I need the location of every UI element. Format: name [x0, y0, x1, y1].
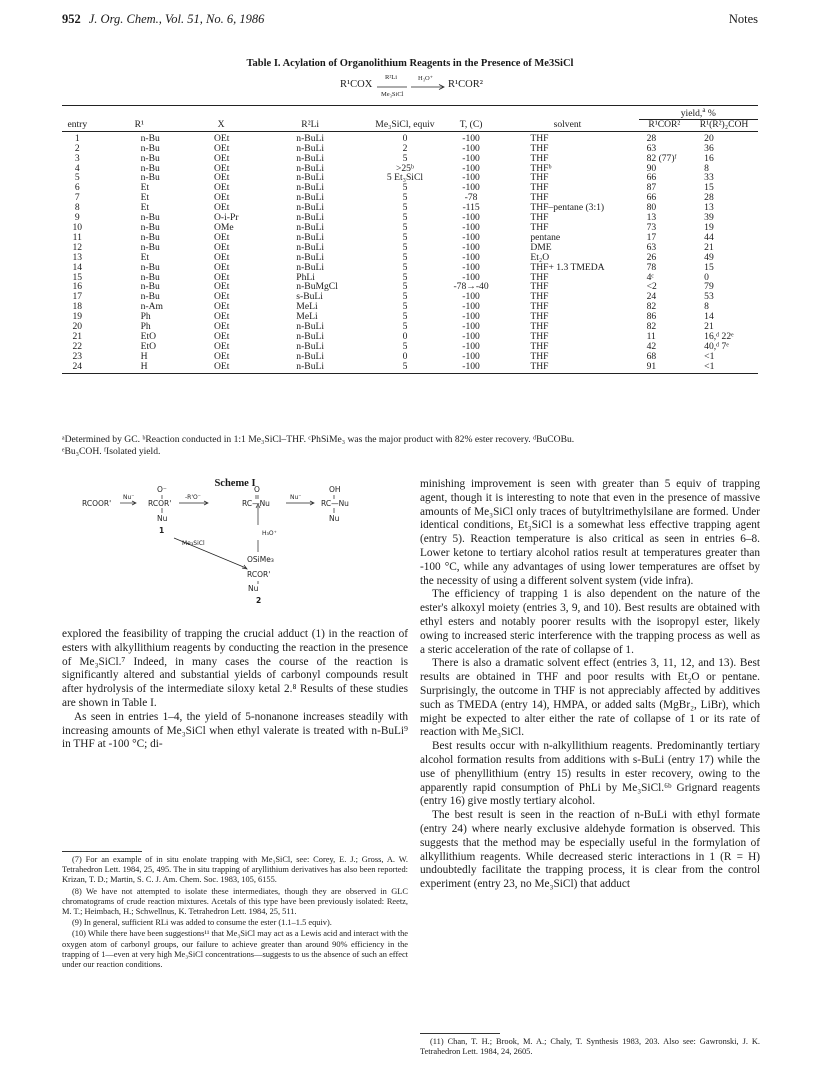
scheme-rcoor: RCOOR' — [82, 499, 112, 508]
table-cell: n-BuLi — [296, 172, 325, 184]
table-cell: 2 — [402, 142, 408, 154]
table-cell: -100 — [462, 231, 480, 243]
table-cell: H — [140, 350, 148, 362]
table-cell: n-Bu — [140, 132, 160, 144]
table-cell: 90 — [646, 162, 657, 174]
footnotes-left — [62, 855, 408, 971]
table-cell: PhLi — [296, 271, 315, 283]
table-cell: 10 — [72, 221, 83, 233]
table-cell: THF — [530, 212, 549, 224]
compound-2-label: 2 — [256, 596, 262, 605]
scheme-1 — [62, 478, 408, 605]
journal-citation: J. Org. Chem., Vol. 51, No. 6, 1986 — [88, 12, 265, 26]
table-cell: 12 — [72, 241, 83, 253]
scheme-drawing — [62, 478, 408, 584]
workup-reagent: H₃O⁺ — [418, 75, 434, 82]
table-cell: OEt — [213, 281, 230, 293]
table-cell: -100 — [462, 340, 480, 352]
table-cell: -100 — [462, 321, 480, 333]
table-cell: -100 — [462, 291, 480, 303]
table-cell: n-BuLi — [296, 182, 325, 194]
table-cell: 5 — [402, 241, 408, 253]
table-cell: Ph — [140, 311, 151, 323]
product: R¹COR² — [448, 79, 483, 90]
table-cell: 49 — [704, 251, 714, 263]
table-cell: OEt — [213, 172, 230, 184]
table-cell: n-BuLi — [296, 142, 325, 154]
table-cell: -100 — [462, 301, 480, 313]
table-cell: Et₂O — [530, 251, 550, 263]
table-cell: 5 — [74, 172, 80, 184]
table-cell: 0 — [704, 271, 709, 283]
table-cell: THF+ 1.3 TMEDA — [530, 261, 605, 273]
reaction-equation — [0, 74, 820, 104]
table-cell: 8 — [704, 301, 709, 313]
table-cell: THF — [530, 271, 549, 283]
col-me3sicl: Me₃SiCl, equiv — [364, 119, 446, 131]
table-cell: 5 — [402, 261, 408, 273]
table-cell: -78 — [464, 192, 478, 204]
table-cell: -100 — [462, 142, 480, 154]
table-cell: 53 — [704, 291, 714, 303]
scheme-o-minus: O⁻ — [157, 485, 167, 494]
footnote-11: (11) Chan, T. H.; Brook, M. A.; Chaly, T. Synthesis 1983, 203. Also see: Gawronski, J. K. Tetrahedron Lett. 1984, 24, 2605. — [420, 1037, 760, 1057]
table-cell: 8 — [704, 162, 709, 174]
table-cell: -100 — [462, 311, 480, 323]
table-cell: 8 — [74, 202, 80, 214]
table-cell: THF — [530, 340, 549, 352]
table-cell: 3 — [74, 152, 80, 164]
table-cell: 4 — [74, 162, 80, 174]
data-table — [62, 105, 758, 374]
table-footnote-line1: ᵃDetermined by GC. ᵇReaction conducted in 1:1 Me₃SiCl–THF. ᶜPhSiMe₃ was the major product with 82% ester recovery. ᵈBuCOBu. — [62, 434, 575, 445]
table-cell: -100 — [462, 172, 480, 184]
table-cell: OEt — [213, 162, 230, 174]
table-cell: 5 — [402, 291, 408, 303]
table-cell: 40,ᵈ 7ᵉ — [704, 340, 729, 352]
table-cell: n-BuLi — [296, 221, 325, 233]
table-cell: 78 — [646, 261, 657, 273]
table-cell: -100 — [462, 182, 480, 194]
table-cell: THF — [530, 142, 549, 154]
table-title: Table I. Acylation of Organolithium Reagents in the Presence of Me3SiCl — [246, 58, 574, 69]
table-cell: 33 — [704, 172, 714, 184]
scheme-nu3: Nu — [329, 514, 340, 523]
compound-1-label: 1 — [159, 526, 165, 535]
table-cell: THF — [530, 281, 549, 293]
scheme-nu1: Nu — [157, 514, 168, 523]
table-row — [62, 263, 758, 273]
header-left — [62, 12, 264, 27]
table-cell: Et — [140, 192, 150, 204]
table-cell: O-i-Pr — [213, 212, 239, 224]
table-cell: 6 — [74, 182, 80, 194]
table-cell: THF — [530, 321, 549, 333]
table-cell: 91 — [639, 362, 691, 373]
table-cell: n-Bu — [140, 212, 160, 224]
column-headers — [62, 119, 758, 131]
table-cell: n-Bu — [140, 291, 160, 303]
table-cell: THF — [530, 330, 549, 342]
col-ketone: R¹COR² — [639, 119, 691, 131]
table-cell: OEt — [213, 330, 230, 342]
right-paragraph-1: minishing improvement is seen with greater than 5 equiv of trapping agent, though it is interesting to note that even in the presence of massive amounts of Me₃SiCl only traces of butyltrimethylsilane are formed. Under identical conditions, Et₃SiCl is a somewhat less effective trapping agent (entry 5). Reaction temperature is also critical as seen in entries 6–8. Lower ketone to tertiary alcohol ratios result at temperatures greater than -100 °C, while any advantages of using lower temperatures are offset by the necessity of using a different solvent system (vide infra). — [420, 478, 760, 587]
table-cell: OEt — [213, 202, 230, 214]
table-cell: n-BuLi — [296, 231, 325, 243]
col-temp: T, (C) — [446, 119, 497, 131]
table-cell: OEt — [213, 340, 230, 352]
section-name: Notes — [728, 12, 758, 26]
table-cell: THF–pentane (3:1) — [530, 202, 605, 214]
table-cell: n-BuLi — [296, 251, 325, 263]
table-body — [62, 131, 758, 373]
col-entry: entry — [62, 119, 93, 131]
scheme-nu4: Nu — [248, 584, 259, 593]
table-cell: n-BuLi — [296, 202, 325, 214]
table-cell: n-Bu — [140, 162, 160, 174]
table-cell: H — [93, 362, 186, 373]
table-cell: EtO — [140, 330, 157, 342]
table-cell: OEt — [213, 231, 230, 243]
table-cell: n-Am — [140, 301, 163, 313]
table-cell: -100 — [462, 261, 480, 273]
footnote-9: (9) In general, sufficient RLi was added to consume the ester (1.1–1.5 equiv). — [72, 918, 332, 928]
table-cell: 5 — [364, 362, 446, 373]
table-cell: n-BuLi — [296, 350, 325, 362]
table-cell: 24 — [646, 291, 657, 303]
table-cell: 19 — [704, 221, 714, 233]
table-cell: 17 — [646, 231, 657, 243]
table-cell: -100 — [462, 330, 480, 342]
table-cell: 63 — [646, 241, 657, 253]
table-cell: 5 Et₃SiCl — [386, 172, 424, 184]
scheme-rcor2: RCOR' — [247, 570, 271, 579]
table-cell: n-Bu — [140, 261, 160, 273]
table-cell: 21 — [72, 330, 83, 342]
scheme-oh: OH — [329, 485, 341, 494]
table-cell: 5 — [402, 231, 408, 243]
table-cell: -100 — [462, 132, 480, 144]
table-cell: -100 — [462, 251, 480, 263]
table-cell: 1 — [74, 132, 80, 144]
table-cell: 5 — [402, 192, 408, 204]
yield-header: yield,$^a$ % — [639, 106, 758, 120]
table-cell: THF — [530, 182, 549, 194]
table-cell: Et — [140, 202, 150, 214]
table-cell: OEt — [213, 291, 230, 303]
col-r2li: R²Li — [256, 119, 364, 131]
reagent-below: Me₃SiCl — [381, 91, 404, 98]
table-cell: 80 — [646, 202, 657, 214]
table-cell: MeLi — [296, 311, 318, 323]
table-cell: 68 — [646, 350, 657, 362]
col-x: X — [186, 119, 256, 131]
table-cell: Ph — [140, 321, 151, 333]
footnote-rule-left — [62, 851, 142, 852]
table-cell: n-Bu — [140, 281, 160, 293]
left-paragraph-2: As seen in entries 1–4, the yield of 5-nonanone increases steadily with increasing amounts of Me₃SiCl when ethyl valerate is treated with n-BuLi⁹ in THF at -100 °C; di- — [62, 710, 408, 751]
footnote-10: (10) While there have been suggestions¹¹ that Me₃SiCl may act as a Lewis acid and interact with the oxygen atom of carbonyl groups, our failure to achieve greater than around 90% efficiency in the trapping of 1—even at very high Me₃SiCl concentrations—suggests to us the absence of such an effect under our reaction conditions. — [62, 929, 408, 970]
table-cell: -100 — [462, 350, 480, 362]
table-cell: n-BuLi — [296, 330, 325, 342]
table-cell: 23 — [72, 350, 83, 362]
table-cell: 21 — [704, 241, 714, 253]
table-cell: 82 — [646, 301, 657, 313]
table-row — [62, 131, 758, 143]
table-cell: 11 — [646, 330, 656, 342]
table-cell: 87 — [646, 182, 657, 194]
table-cell: OEt — [213, 192, 230, 204]
table-cell: n-BuLi — [296, 340, 325, 352]
table-cell: THFᵇ — [530, 162, 552, 174]
right-paragraph-5: The best result is seen in the reaction of n-BuLi with ethyl formate (entry 24) where nearly exclusive aldehyde formation is observed. This suggests that the method may be especially useful in the formylation of alkyllithium reagents. While decreased steric interactions in 1 (R = H) undoubtedly facilitate the trapping process, it is clear from the control experiment (entry 23, no Me₃SiCl) that adduct — [420, 809, 760, 891]
table-cell: 13 — [72, 251, 83, 263]
table-cell: 28 — [704, 192, 714, 204]
reagent-above: R²Li — [385, 74, 398, 81]
table-cell: THF — [496, 362, 638, 373]
table-cell: -100 — [462, 221, 480, 233]
table-cell: 16 — [704, 152, 714, 164]
scheme-title: Scheme I — [214, 478, 256, 489]
col-alcohol: R¹(R²)₂COH — [690, 119, 758, 131]
table-cell: 0 — [402, 330, 408, 342]
table-cell: 19 — [72, 311, 83, 323]
table-cell: 5 — [402, 221, 408, 233]
table-cell: 5 — [402, 251, 408, 263]
table-cell: 44 — [704, 231, 714, 243]
table-cell: n-BuLi — [296, 152, 325, 164]
right-paragraph-3: There is also a dramatic solvent effect (entries 3, 11, 12, and 13). Best results are obtained in THF and poor results with Et₂O or pentane. Surprisingly, the outcome in THF is not appreciably affected by additives such as TMEDA (entry 14), HMPA, or added salts (MgBr₂, LiBr), which might be expected to alter either the rate of collapse of 1 or its rate of reaction with Me₃SiCl. — [420, 657, 760, 739]
scheme-minus-ro: -R'O⁻ — [185, 494, 201, 501]
table-cell: 5 — [402, 301, 408, 313]
left-column-text — [62, 628, 408, 752]
table-cell: 4ᶜ — [646, 271, 654, 283]
table-cell: Et — [140, 182, 150, 194]
table-cell: 14 — [704, 311, 714, 323]
table-cell: THF — [530, 172, 549, 184]
table-cell: 5 — [402, 311, 408, 323]
table-cell: n-Bu — [140, 271, 160, 283]
table-cell: THF — [530, 192, 549, 204]
table-cell: OEt — [213, 350, 230, 362]
table-cell: n-Bu — [140, 241, 160, 253]
table-cell: n-BuLi — [296, 162, 325, 174]
table-cell: 39 — [704, 212, 714, 224]
col-solvent: solvent — [496, 119, 638, 131]
table-cell: 5 — [402, 202, 408, 214]
table-cell: 66 — [646, 192, 657, 204]
right-column-text — [420, 478, 760, 892]
table-cell: -100 — [462, 241, 480, 253]
table-cell: 13 — [704, 202, 714, 214]
table-cell: THF — [530, 301, 549, 313]
table-cell: n-BuLi — [296, 241, 325, 253]
right-paragraph-2: The efficiency of trapping 1 is also dependent on the nature of the ester's alkoxyl moiety (entries 3, 9, and 10). Best results are obtained with ethyl esters and notably poorer results with the isopropyl ester, likely owing to increased steric interference with the trapping process as well as a steric acceleration of the rate of collapse of 1. — [420, 588, 760, 656]
footnote-7: (7) For an example of in situ enolate trapping with Me₃SiCl, see: Corey, E. J.; Gross, A. W. Tetrahedron Lett. 1984, 25, 495. The in situ trapping of aryllithium derivatives has also been reported: Krizan, T. D.; Martin, S. C. J. Am. Chem. Soc. 1983, 105, 6155. — [62, 855, 408, 885]
table-cell: 7 — [74, 192, 80, 204]
table-cell: 0 — [402, 350, 408, 362]
table-cell: n-BuLi — [296, 132, 325, 144]
table-cell: THF — [530, 221, 549, 233]
table-cell: n-BuLi — [296, 212, 325, 224]
table-cell: 5 — [402, 212, 408, 224]
table-cell: <1 — [704, 350, 715, 362]
table-cell: 5 — [402, 152, 408, 164]
table-cell: 82 (77)ᶠ — [646, 152, 677, 164]
table-cell: 22 — [72, 340, 83, 352]
table-row — [62, 362, 758, 373]
table-cell: 63 — [646, 142, 657, 154]
table-cell: n-BuLi — [296, 261, 325, 273]
table-cell: >25ᵇ — [395, 162, 414, 174]
table-cell: OEt — [213, 311, 230, 323]
table-cell: 18 — [72, 301, 83, 313]
table-cell: -115 — [462, 202, 480, 214]
table-cell: 5 — [402, 321, 408, 333]
table-cell: 82 — [646, 321, 657, 333]
table-cell: 73 — [646, 221, 657, 233]
col-r1: R¹ — [93, 119, 186, 131]
table-cell: OEt — [213, 261, 230, 273]
scheme-nu-minus: Nu⁻ — [123, 494, 135, 501]
scheme-rc-nu: RC—Nu — [242, 499, 270, 508]
table-cell: n-Bu — [140, 142, 160, 154]
table-cell: 5 — [402, 340, 408, 352]
table-cell: OEt — [213, 132, 230, 144]
table-cell: THF — [530, 132, 549, 144]
table-cell: s-BuLi — [296, 291, 323, 303]
table-cell: 16 — [72, 281, 83, 293]
table-footnote-line2: ᵉBu₃COH. ᶠIsolated yield. — [62, 446, 161, 457]
table-cell: -100 — [462, 271, 480, 283]
table-cell: 11 — [72, 231, 82, 243]
table-cell: n-BuLi — [296, 321, 325, 333]
scheme-me3sicl: Me₃SiCl — [182, 540, 205, 547]
table-cell: n-BuLi — [256, 362, 364, 373]
table-cell: OEt — [213, 321, 230, 333]
table-cell: <1 — [690, 362, 758, 373]
table-cell: n-Bu — [140, 172, 160, 184]
table-cell: Et — [140, 251, 150, 263]
table-cell: OEt — [213, 271, 230, 283]
table-cell: EtO — [140, 340, 157, 352]
table-cell: 5 — [402, 271, 408, 283]
footnote-rule-right — [420, 1033, 500, 1034]
scheme-osime3: OSiMe₃ — [247, 555, 274, 564]
table-cell: OEt — [213, 182, 230, 194]
table-cell: 79 — [704, 281, 714, 293]
table-cell: OMe — [213, 221, 234, 233]
table-cell: 42 — [646, 340, 657, 352]
table-cell: n-Bu — [140, 221, 160, 233]
scheme-h3o: H₃O⁺ — [262, 530, 277, 537]
table-cell: 16,ᵈ 22ᵉ — [704, 330, 734, 342]
table-cell: 15 — [704, 261, 714, 273]
table-cell: 2 — [74, 142, 80, 154]
table-cell: THF — [530, 152, 549, 164]
footnote-8: (8) We have not attempted to isolate these intermediates, though they are observed in GLC chromatograms of crude reaction mixtures. Acetals of this type have been previously isolated: Reetz, M. T.; Heimbach, H.; Schwellnus, K. Tetrahedron Lett. 1984, 25, 511. — [62, 886, 408, 917]
table-cell: 5 — [402, 182, 408, 194]
table-cell: -100 — [462, 212, 480, 224]
table-cell: OEt — [213, 152, 230, 164]
table-cell: 14 — [72, 261, 83, 273]
scheme-rcor: RCOR' — [148, 499, 172, 508]
table-cell: n-BuLi — [296, 192, 325, 204]
table-cell: 13 — [646, 212, 657, 224]
table-cell: n-Bu — [140, 152, 160, 164]
scheme-o: O — [254, 485, 260, 494]
table-cell: OEt — [213, 301, 230, 313]
table-cell: 86 — [646, 311, 657, 323]
table-footnotes — [62, 434, 762, 458]
table-cell: OEt — [213, 251, 230, 263]
table-cell: <2 — [646, 281, 657, 293]
table-cell: -100 — [446, 362, 497, 373]
table-cell: 20 — [704, 132, 714, 144]
page-number: 952 — [62, 12, 81, 26]
table-cell: n-Bu — [140, 231, 160, 243]
table-cell: 15 — [72, 271, 83, 283]
table-cell: pentane — [530, 231, 561, 243]
table-cell: OEt — [213, 241, 230, 253]
scheme-rc-nu-2: RC—Nu — [321, 499, 349, 508]
table-cell: 5 — [402, 281, 408, 293]
table-cell: 0 — [402, 132, 408, 144]
table-cell: 9 — [74, 212, 80, 224]
table-cell: DME — [530, 241, 552, 253]
right-paragraph-4: Best results occur with n-alkyllithium reagents. Predominantly tertiary alcohol formation results from additions with s-BuLi (entry 17) while the use of phenyllithium (entry 15) results in ester recovery, owing to the apparently rapid consumption of PhLi by Me₃SiCl.⁶ᵇ Grignard reagents (entry 16) give mostly tertiary alcohol. — [420, 740, 760, 808]
table-cell: 20 — [72, 321, 83, 333]
table-cell: 36 — [704, 142, 714, 154]
table-cell: 26 — [646, 251, 657, 263]
table-cell: n-BuMgCl — [296, 281, 338, 293]
table-cell: 66 — [646, 172, 657, 184]
table-cell: 15 — [704, 182, 714, 194]
table-cell: OEt — [186, 362, 256, 373]
table-cell: -78→-40 — [453, 281, 489, 293]
table-cell: 17 — [72, 291, 83, 303]
running-header — [62, 12, 758, 30]
table-cell: THF — [530, 291, 549, 303]
table-cell: -100 — [462, 162, 480, 174]
reactant: R¹COX — [340, 79, 373, 90]
table-cell: 28 — [646, 132, 657, 144]
table-cell: OEt — [213, 142, 230, 154]
table-cell: THF — [530, 311, 549, 323]
table-cell: THF — [530, 350, 549, 362]
scheme-nu-minus-2: Nu⁻ — [290, 494, 302, 501]
table-cell: 21 — [704, 321, 714, 333]
table-cell: 24 — [62, 362, 93, 373]
footnotes-right — [420, 1037, 760, 1058]
table-cell: MeLi — [296, 301, 318, 313]
table-cell: -100 — [462, 152, 480, 164]
left-paragraph-1: explored the feasibility of trapping the crucial adduct (1) in the reaction of esters with alkyllithium reagents by conducting the reaction in the presence of Me₃SiCl.⁷ Indeed, in many cases the course of the reaction is significantly altered and substantial yields of carbonyl compounds result after hydrolysis of the intermediate siloxy ketal 2.⁸ Results of these studies are shown in Table I. — [62, 628, 408, 709]
